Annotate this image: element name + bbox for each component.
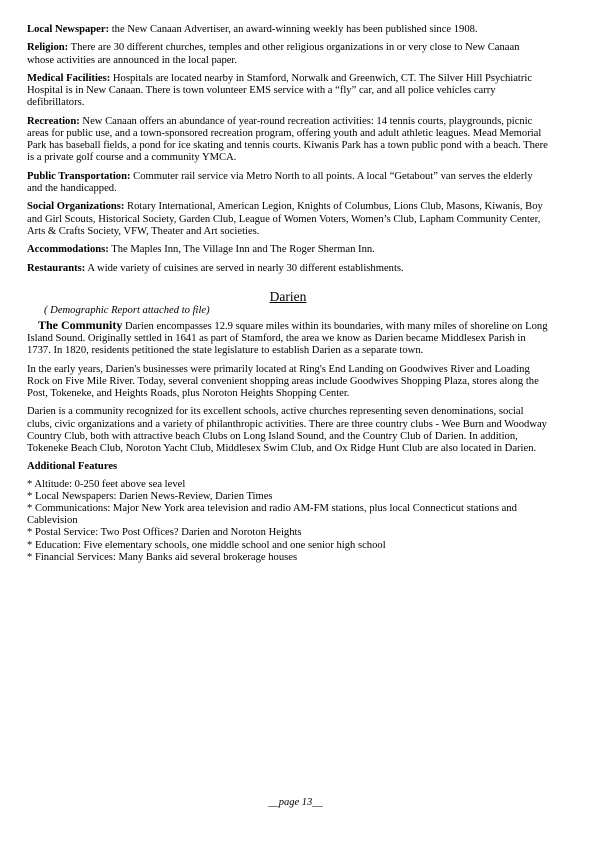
features-list [27, 479, 549, 564]
darien-title: Darien [269, 288, 307, 304]
feature-item: * Local Newspapers: Darien News-Review, Darien Times [27, 490, 273, 502]
demographic-note: ( Demographic Report attached to file) [44, 304, 210, 316]
nc-label: Restaurants: [27, 262, 86, 274]
nc-label: Religion: [27, 42, 69, 54]
nc-text: Commuter rail service via Metro North to all points. A local “Getabout” van serves the elderly and the handicapped. [27, 170, 533, 194]
nc-text: The Maples Inn, The Village Inn and The Roger Sherman Inn. [108, 244, 375, 256]
nc-paragraph [27, 171, 549, 195]
feature-item: * Communications: Major New York area television and radio AM-FM stations, plus local Connecticut stations and Cablevision [27, 502, 517, 527]
darien-paragraph: Darien is a community recognized for its excellent schools, active churches representing seven denominations, social clubs, civic organizations and a variety of philanthropic activities. There are three country clubs - Wee Burn and Woodway Country Club, both with attractive beach Clubs on Long Island Sound, and the Country Club of Darien. In addition, Tokeneke Beach Club, Noroton Yacht Club, Middlesex Swim Club, and Ox Ridge Hunt Club are also located in Darien. [27, 406, 547, 454]
nc-text: the New Canaan Advertiser, an award-winning weekly has been published since 1908. [109, 24, 478, 35]
nc-paragraph [27, 116, 549, 165]
additional-features-title: Additional Features [27, 461, 118, 473]
nc-paragraph [27, 24, 549, 36]
nc-label: Accommodations: [27, 244, 109, 256]
nc-label: Recreation: [27, 115, 80, 127]
nc-text: Hospitals are located nearby in Stamford, Norwalk and Greenwich, CT. The Silver Hill Psychiatric Hospital is in New Canaan. There is town volunteer EMS service with a “fly” car, and all police vehicles carry defibrillators. [27, 72, 533, 109]
nc-text: New Canaan offers an abundance of year-round recreation activities: 14 tennis courts, playgrounds, picnic areas for public use, and a town-sponsored recreation program, offering youth and adult athletic leagues. Mead Memorial Park has baseball fields, a pond for ice skating and tennis courts. Kiwanis Park has a town public pond with a beach. There is a private golf course and a community YMCA. [27, 115, 548, 164]
nc-text: There are 30 different churches, temples and other religious organizations in or very close to New Canaan whose activities are announced in the local paper. [27, 42, 520, 66]
feature-item: * Postal Service: Two Post Offices? Darien and Noroton Heights [27, 527, 302, 539]
new-canaan-section [27, 24, 549, 275]
nc-label: Local Newspaper: [27, 24, 110, 35]
nc-paragraph [27, 73, 549, 110]
nc-label: Medical Facilities: [27, 72, 111, 84]
community-label: The Community [38, 317, 123, 332]
community-paragraph [27, 319, 549, 358]
community-text: Darien encompasses 12.9 square miles within its boundaries, with many miles of shoreline on Long Island Sound. Originally settled in 1641 as part of Stamford, the area we know as Darien became Middlesex Parish in 1737. In 1820, residents petitioned the state legislature to establish Darien as a separate town. [27, 320, 548, 357]
feature-item: * Financial Services: Many Banks aid several brokerage houses [27, 551, 298, 563]
feature-item: * Altitude: 0-250 feet above sea level [27, 478, 186, 490]
page-number: __page 13__ [268, 797, 323, 808]
nc-paragraph [27, 201, 549, 238]
nc-paragraph [27, 42, 549, 66]
nc-text: Rotary International, American Legion, Knights of Columbus, Lions Club, Masons, Kiwanis, Boy and Girl Scouts, Historical Society, Garden Club, League of Women Voters, Women’s Club, Lapham Community Center, Arts & Crafts Society, VFW, Theater and Art societies. [27, 201, 543, 237]
nc-paragraph [27, 263, 549, 275]
nc-label: Social Organizations: [27, 201, 125, 213]
feature-item: * Education: Five elementary schools, one middle school and one senior high school [27, 539, 386, 551]
darien-paragraph: In the early years, Darien's businesses were primarily located at Ring's End Landing on Goodwives River and Loading Rock on Five Mile River. Today, several convenient shopping areas include Goodwives Shopping Plaza, stores along the Post, Tokeneke, and Heights Roads, plus Noroton Heights Shopping Center. [27, 363, 539, 399]
nc-label: Public Transportation: [27, 170, 131, 182]
nc-text: A wide variety of cuisines are served in nearly 30 different establishments. [85, 262, 404, 274]
document-page [27, 24, 549, 564]
nc-paragraph [27, 244, 549, 256]
